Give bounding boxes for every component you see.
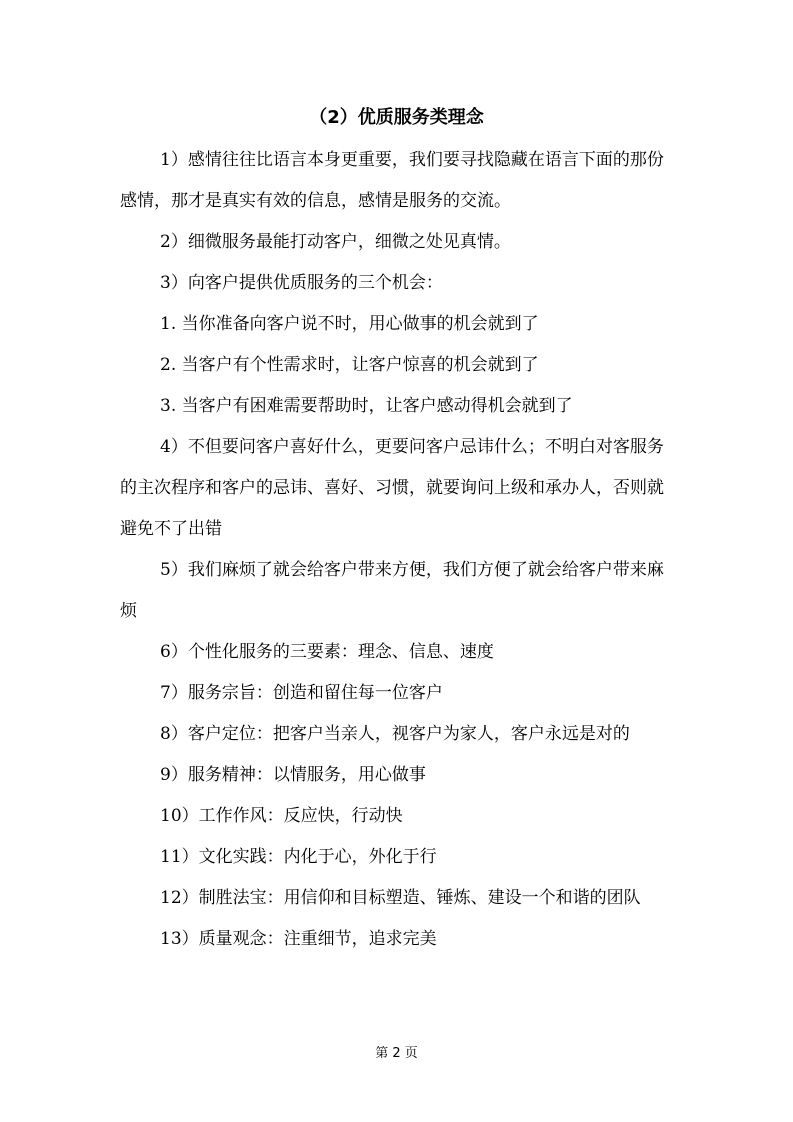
list-item-3: 3. 当客户有困难需要帮助时，让客户感动得机会就到了	[160, 396, 573, 416]
paragraph-1: 1）感情往往比语言本身更重要，我们要寻找隐藏在语言下面的那份感情，那才是真实有效的信息，感情是服务的交流。	[120, 150, 664, 211]
document-body	[120, 140, 676, 960]
section-title: （2）优质服务类理念	[309, 107, 484, 128]
paragraph-4: 4）不但要问客户喜好什么，更要问客户忌讳什么；不明白对客服务的主次程序和客户的忌讳、喜好、习惯，就要询问上级和承办人，否则就避免不了出错	[120, 437, 664, 539]
paragraph-11: 11）文化实践：内化于心，外化于行	[160, 847, 437, 867]
paragraph-13: 13）质量观念：注重细节，追求完美	[160, 929, 437, 949]
paragraph-9: 9）服务精神：以情服务，用心做事	[160, 765, 426, 785]
list-item-1: 1. 当你准备向客户说不时，用心做事的机会就到了	[160, 314, 539, 334]
paragraph-2: 2）细微服务最能打动客户，细微之处见真情。	[160, 232, 511, 252]
paragraph-3: 3）向客户提供优质服务的三个机会：	[160, 273, 443, 293]
paragraph-7: 7）服务宗旨：创造和留住每一位客户	[160, 683, 443, 703]
page-number-footer: 第 2 页	[375, 1046, 418, 1061]
paragraph-12: 12）制胜法宝：用信仰和目标塑造、锤炼、建设一个和谐的团队	[160, 888, 641, 908]
list-item-2: 2. 当客户有个性需求时，让客户惊喜的机会就到了	[160, 355, 539, 375]
paragraph-6: 6）个性化服务的三要素：理念、信息、速度	[160, 642, 494, 662]
paragraph-5: 5）我们麻烦了就会给客户带来方便，我们方便了就会给客户带来麻烦	[120, 560, 664, 621]
paragraph-10: 10）工作作风：反应快，行动快	[160, 806, 403, 826]
paragraph-8: 8）客户定位：把客户当亲人，视客户为家人，客户永远是对的	[160, 724, 630, 744]
